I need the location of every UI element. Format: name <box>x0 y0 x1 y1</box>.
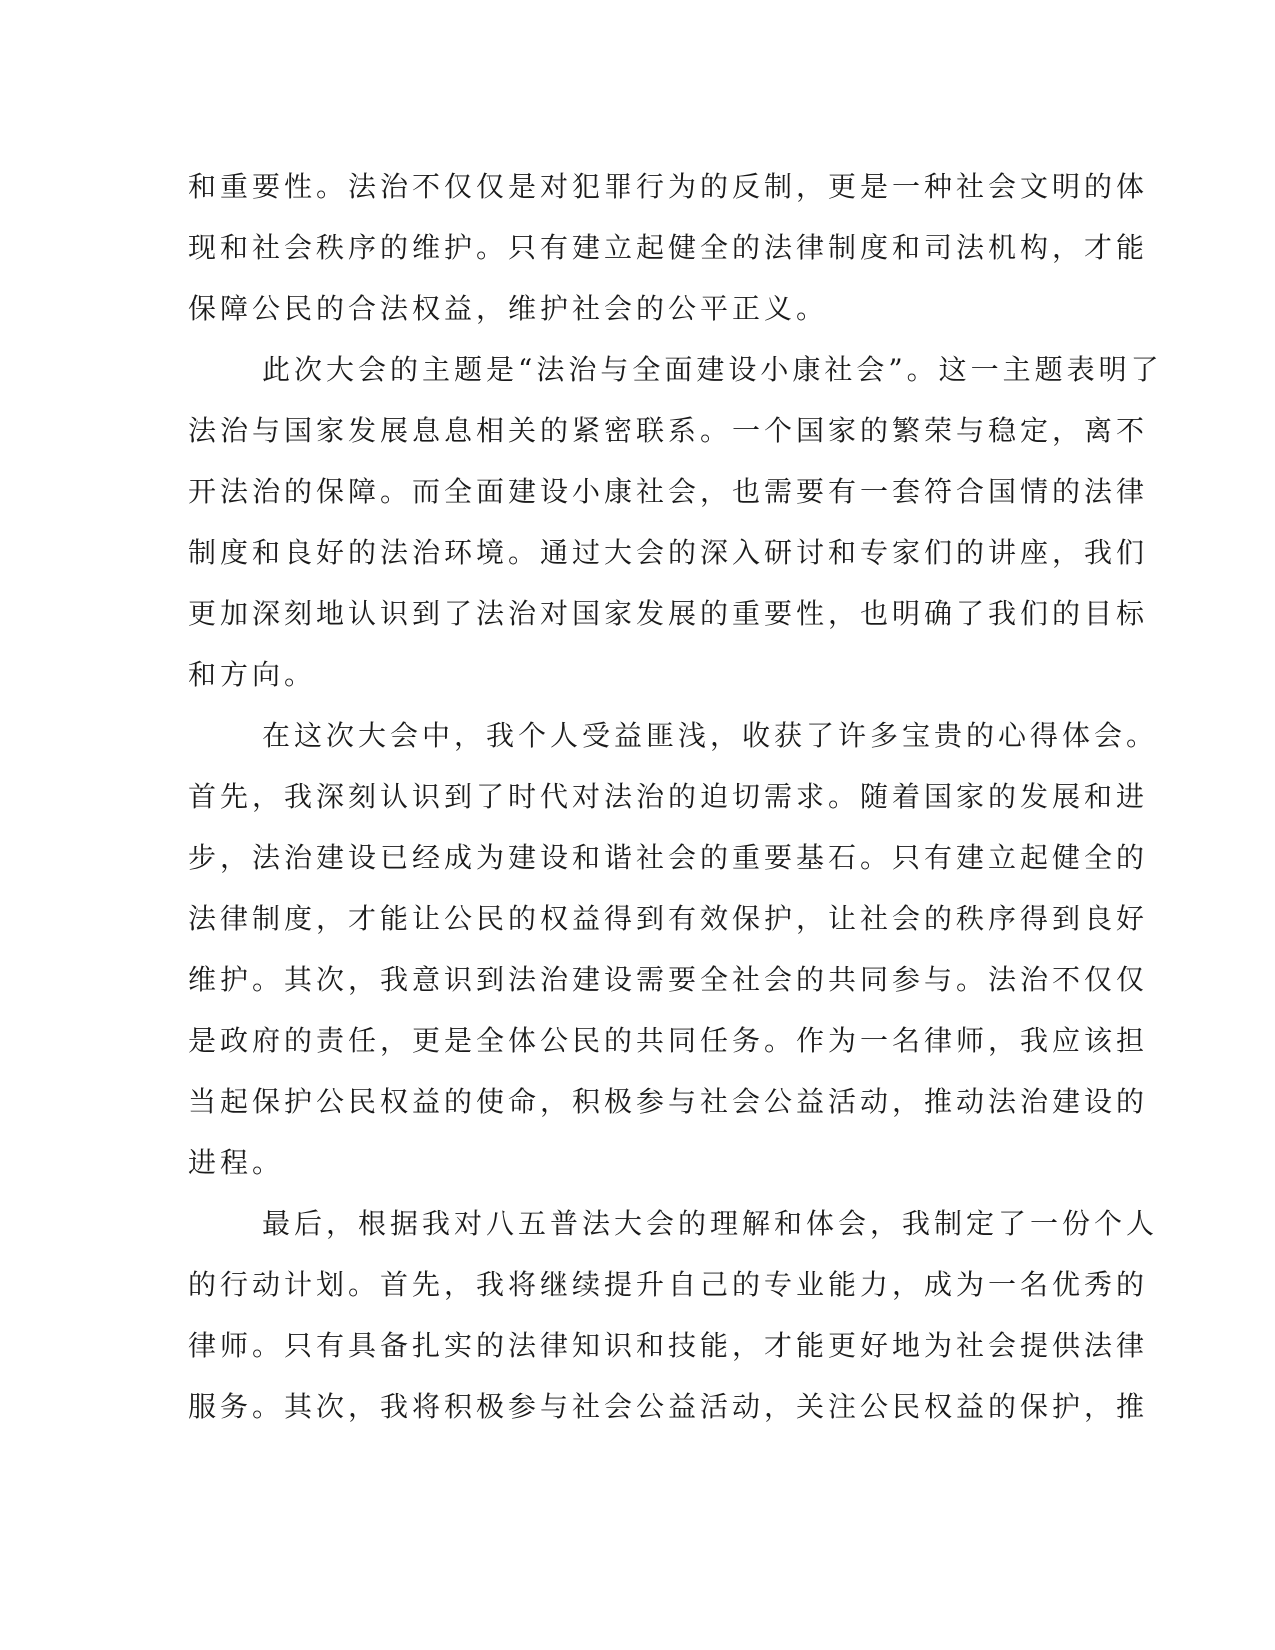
text-line: 此次大会的主题是“法治与全面建设小康社会”。这一主题表明了 <box>262 353 1163 386</box>
text-line: 更加深刻地认识到了法治对国家发展的重要性，也明确了我们的目标 <box>188 597 1149 630</box>
paragraph-3 <box>188 705 1159 1193</box>
text-line: 的行动计划。首先，我将继续提升自己的专业能力，成为一名优秀的 <box>188 1268 1149 1301</box>
text-line: 步，法治建设已经成为建设和谐社会的重要基石。只有建立起健全的 <box>188 841 1149 874</box>
text-line: 维护。其次，我意识到法治建设需要全社会的共同参与。法治不仅仅 <box>188 963 1149 996</box>
text-line: 律师。只有具备扎实的法律知识和技能，才能更好地为社会提供法律 <box>188 1329 1149 1362</box>
text-line: 在这次大会中，我个人受益匪浅，收获了许多宝贵的心得体会。 <box>262 719 1159 752</box>
paragraph-1 <box>188 156 1149 339</box>
paragraph-2 <box>188 339 1163 705</box>
text-line: 制度和良好的法治环境。通过大会的深入研讨和专家们的讲座，我们 <box>188 536 1149 569</box>
text-line: 进程。 <box>188 1146 285 1179</box>
text-line: 最后，根据我对八五普法大会的理解和体会，我制定了一份个人 <box>262 1207 1159 1240</box>
text-line: 当起保护公民权益的使命，积极参与社会公益活动，推动法治建设的 <box>188 1085 1149 1118</box>
text-line: 法治与国家发展息息相关的紧密联系。一个国家的繁荣与稳定，离不 <box>188 414 1149 447</box>
text-line: 开法治的保障。而全面建设小康社会，也需要有一套符合国情的法律 <box>188 475 1149 508</box>
paragraph-4 <box>188 1193 1159 1437</box>
text-line: 现和社会秩序的维护。只有建立起健全的法律制度和司法机构，才能 <box>188 231 1149 264</box>
body-text <box>188 156 1163 1437</box>
text-line: 服务。其次，我将积极参与社会公益活动，关注公民权益的保护，推 <box>188 1390 1149 1423</box>
text-line: 保障公民的合法权益，维护社会的公平正义。 <box>188 292 829 325</box>
text-line: 和方向。 <box>188 658 317 691</box>
text-line: 法律制度，才能让公民的权益得到有效保护，让社会的秩序得到良好 <box>188 902 1149 935</box>
text-line: 是政府的责任，更是全体公民的共同任务。作为一名律师，我应该担 <box>188 1024 1149 1057</box>
text-line: 和重要性。法治不仅仅是对犯罪行为的反制，更是一种社会文明的体 <box>188 170 1149 203</box>
text-line: 首先，我深刻认识到了时代对法治的迫切需求。随着国家的发展和进 <box>188 780 1149 813</box>
